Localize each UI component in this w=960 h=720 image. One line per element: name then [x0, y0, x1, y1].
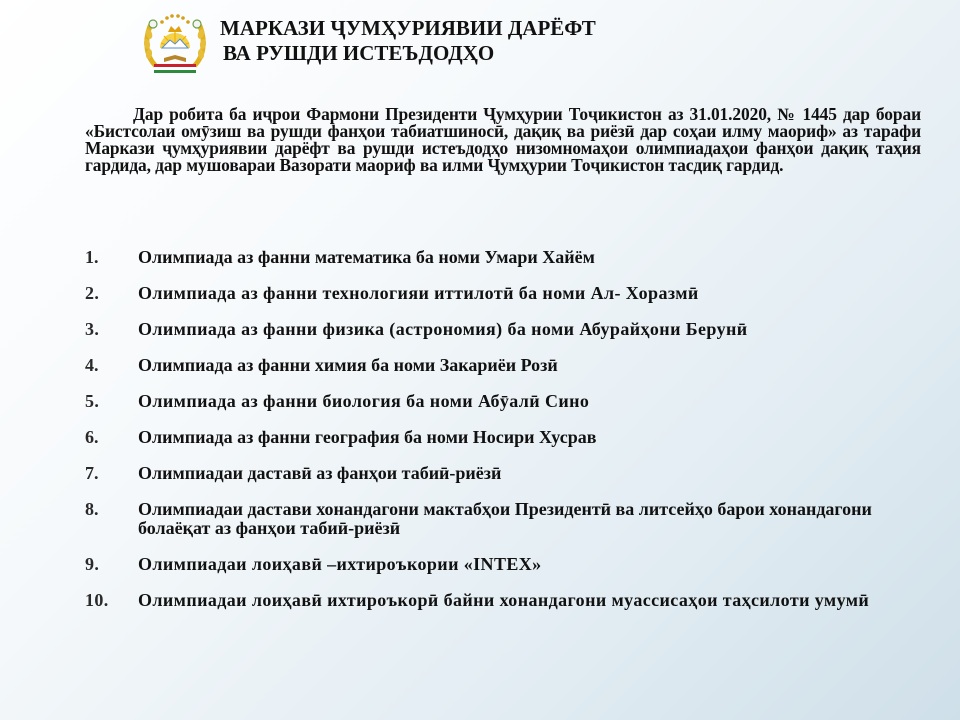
list-item-text: Олимпиадаи лоиҳавӣ ихтироъкорӣ байни хонандагони муассисаҳои таҳсилоти умумӣ	[138, 590, 870, 610]
coat-of-arms-icon	[140, 8, 210, 78]
list-item-text: Олимпиада аз фанни математика ба номи Умари Хайём	[138, 247, 595, 267]
list-item	[85, 392, 921, 411]
list-item-number: 4.	[85, 355, 99, 375]
list-item	[85, 356, 921, 375]
list-item	[85, 500, 921, 538]
page-title	[220, 16, 820, 66]
list-item-number: 8.	[85, 499, 99, 519]
list-item-text: Олимпиада аз фанни биология ба номи Абӯалӣ Сино	[138, 391, 590, 411]
list-item-text: Олимпиадаи даставӣ аз фанҳои табиӣ-риёзӣ	[138, 463, 502, 483]
list-item	[85, 248, 921, 267]
list-item	[85, 555, 921, 574]
list-item-number: 7.	[85, 463, 99, 483]
list-item-number: 6.	[85, 427, 99, 447]
title-line-2: ВА РУШДИ ИСТЕЪДОДҲО	[223, 41, 495, 65]
list-item	[85, 428, 921, 447]
olympiad-list	[85, 248, 921, 627]
list-item	[85, 284, 921, 303]
list-item-number: 3.	[85, 319, 100, 339]
list-item-text: Олимпиадаи лоиҳавӣ –ихтироъкории «INTEX»	[138, 554, 542, 574]
list-item	[85, 591, 921, 610]
list-item	[85, 320, 921, 339]
list-item-number: 9.	[85, 554, 100, 574]
list-item-text: Олимпиада аз фанни химия ба номи Закариёи Розӣ	[138, 355, 558, 375]
list-item-number: 5.	[85, 391, 100, 411]
intro-paragraph: Дар робита ба иҷрои Фармони Президенти Ҷумҳурии Тоҷикистон аз 31.01.2020, № 1445 дар бораи «Бистсолаи омӯзиш ва рушди фанҳои табиатшиносӣ, дақиқ ва риёзӣ дар соҳаи илму маориф» аз тарафи Маркази ҷумҳуриявии дарёфт ва рушди истеъдодҳо низомномаҳои олимпиадаҳои фанҳои дақиқ таҳия гардида, дар мушовараи Вазорати маориф ва илми Ҷумҳурии Тоҷикистон тасдиқ гардид.	[85, 104, 921, 175]
title-line-1: МАРКАЗИ ҶУМҲУРИЯВИИ ДАРЁФТ	[220, 16, 596, 40]
list-item-number: 10.	[85, 590, 109, 610]
list-item-text: Олимпиада аз фанни физика (астрономия) ба номи Абурайҳони Берунӣ	[138, 319, 748, 339]
list-item	[85, 464, 921, 483]
list-item-number: 1.	[85, 247, 99, 267]
list-item-text: Олимпиада аз фанни технологияи иттилотӣ ба номи Ал- Хоразмӣ	[138, 283, 699, 303]
list-item-number: 2.	[85, 283, 100, 303]
list-item-text: Олимпиада аз фанни география ба номи Носири Хусрав	[138, 427, 597, 447]
list-item-text: Олимпиадаи дастави хонандагони мактабҳои Президентӣ ва литсейҳо барои хонандагони болаёқат аз фанҳои табиӣ-риёзӣ	[138, 499, 872, 538]
